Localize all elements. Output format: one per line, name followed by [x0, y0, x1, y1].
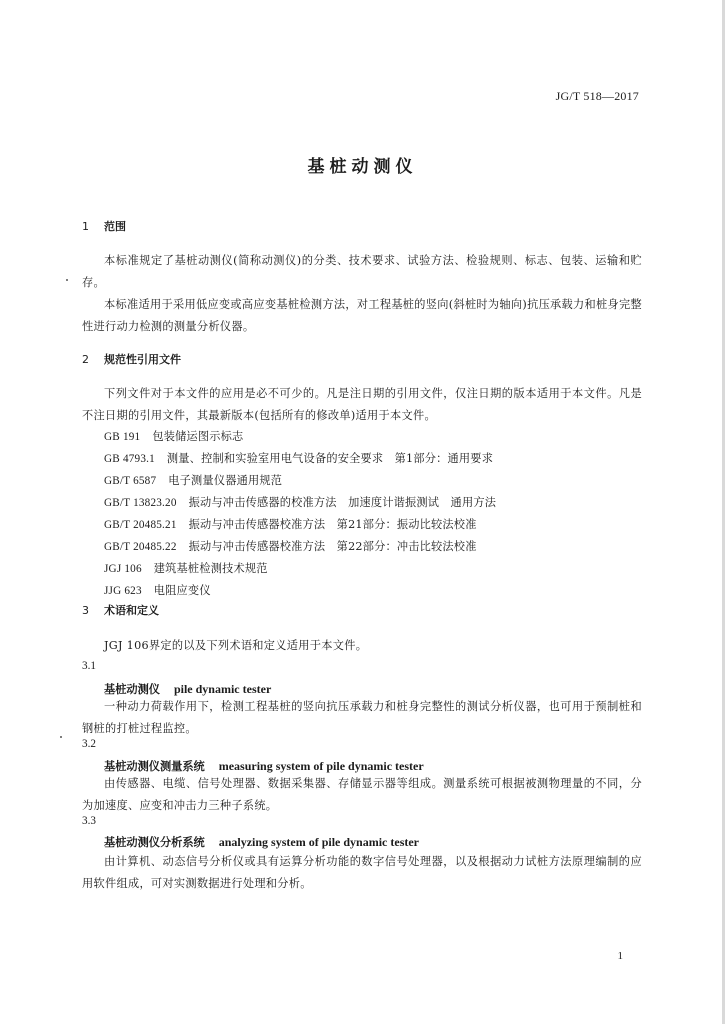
reference-item	[104, 516, 477, 532]
reference-code: JJG 623	[104, 585, 142, 597]
section-1-paragraph-1: 本标准规定了基桩动测仪(简称动测仪)的分类、技术要求、试验方法、检验规则、标志、包装、运输和贮存。	[82, 254, 642, 289]
reference-item	[104, 472, 282, 488]
term-definition: 由传感器、电缆、信号处理器、数据采集器、存储显示器等组成。测量系统可根据被测物理量的不同，分为加速度、应变和冲击力三种子系统。	[82, 777, 642, 812]
term-en: analyzing system of pile dynamic tester	[218, 835, 420, 849]
term-en: pile dynamic tester	[173, 682, 272, 696]
section-1-paragraph-2: 本标准适用于采用低应变或高应变基桩检测方法，对工程基桩的竖向(斜桩时为轴向)抗压承载力和桩身完整性进行动力检测的测量分析仪器。	[82, 298, 642, 333]
section-title: 规范性引用文件	[104, 353, 181, 366]
section-3-intro: JGJ 106界定的以及下列术语和定义适用于本文件。	[104, 639, 368, 652]
section-number: 1	[82, 220, 89, 233]
reference-title: 电子测量仪器通用规范	[168, 474, 283, 487]
reference-code: GB 4793.1	[104, 453, 155, 465]
reference-title: 电阻应变仪	[153, 584, 211, 597]
section-2-intro: 下列文件对于本文件的应用是必不可少的。凡是注日期的引用文件，仅注日期的版本适用于本文件。凡是不注日期的引用文件，其最新版本(包括所有的修改单)适用于本文件。	[82, 387, 642, 422]
term-heading	[104, 834, 419, 850]
term-number: 3.1	[82, 660, 96, 672]
section-1-heading	[82, 218, 126, 234]
reference-item	[104, 560, 268, 576]
term-heading	[104, 681, 271, 697]
section-title: 术语和定义	[104, 604, 159, 617]
reference-item	[104, 582, 211, 598]
section-2-heading	[82, 351, 181, 367]
reference-item	[104, 494, 496, 510]
reference-code: GB/T 6587	[104, 475, 157, 487]
term-en: measuring system of pile dynamic tester	[218, 759, 424, 773]
section-number: 3	[82, 604, 89, 617]
section-number: 2	[82, 353, 89, 366]
reference-code: GB/T 20485.21	[104, 519, 177, 531]
reference-code: JGJ 106	[104, 563, 142, 575]
reference-code: GB 191	[104, 431, 141, 443]
reference-item	[104, 450, 493, 466]
reference-title: 振动与冲击传感器校准方法 第22部分：冲击比较法校准	[188, 540, 477, 553]
standard-code: JG/T 518—2017	[555, 89, 639, 103]
term-zh: 基桩动测仪	[104, 683, 160, 696]
term-number: 3.2	[82, 738, 96, 750]
term-zh: 基桩动测仪测量系统	[104, 760, 205, 773]
section-title: 范围	[104, 220, 126, 233]
term-number: 3.3	[82, 815, 96, 827]
reference-item	[104, 428, 243, 444]
term-definition: 一种动力荷载作用下，检测工程基桩的竖向抗压承载力和桩身完整性的测试分析仪器，也可用于预制桩和钢桩的打桩过程监控。	[82, 700, 642, 735]
term-definition: 由计算机、动态信号分析仪或具有运算分析功能的数字信号处理器，以及根据动力试桩方法原理编制的应用软件组成，可对实测数据进行处理和分析。	[82, 855, 642, 890]
reference-title: 建筑基桩检测技术规范	[153, 562, 268, 575]
reference-code: GB/T 13823.20	[104, 497, 177, 509]
reference-code: GB/T 20485.22	[104, 541, 177, 553]
reference-title: 振动与冲击传感器的校准方法 加速度计谐振测试 通用方法	[188, 496, 497, 509]
reference-title: 测量、控制和实验室用电气设备的安全要求 第1部分：通用要求	[166, 452, 494, 465]
scan-speck	[60, 736, 62, 738]
document-title: 基桩动测仪	[307, 157, 418, 177]
scan-speck	[66, 279, 68, 281]
reference-title: 包装储运图示标志	[152, 430, 244, 443]
reference-item	[104, 538, 477, 554]
term-heading	[104, 758, 424, 774]
section-3-heading	[82, 602, 159, 618]
term-zh: 基桩动测仪分析系统	[104, 836, 205, 849]
reference-title: 振动与冲击传感器校准方法 第21部分：振动比较法校准	[188, 518, 477, 531]
page-number: 1	[617, 950, 623, 962]
